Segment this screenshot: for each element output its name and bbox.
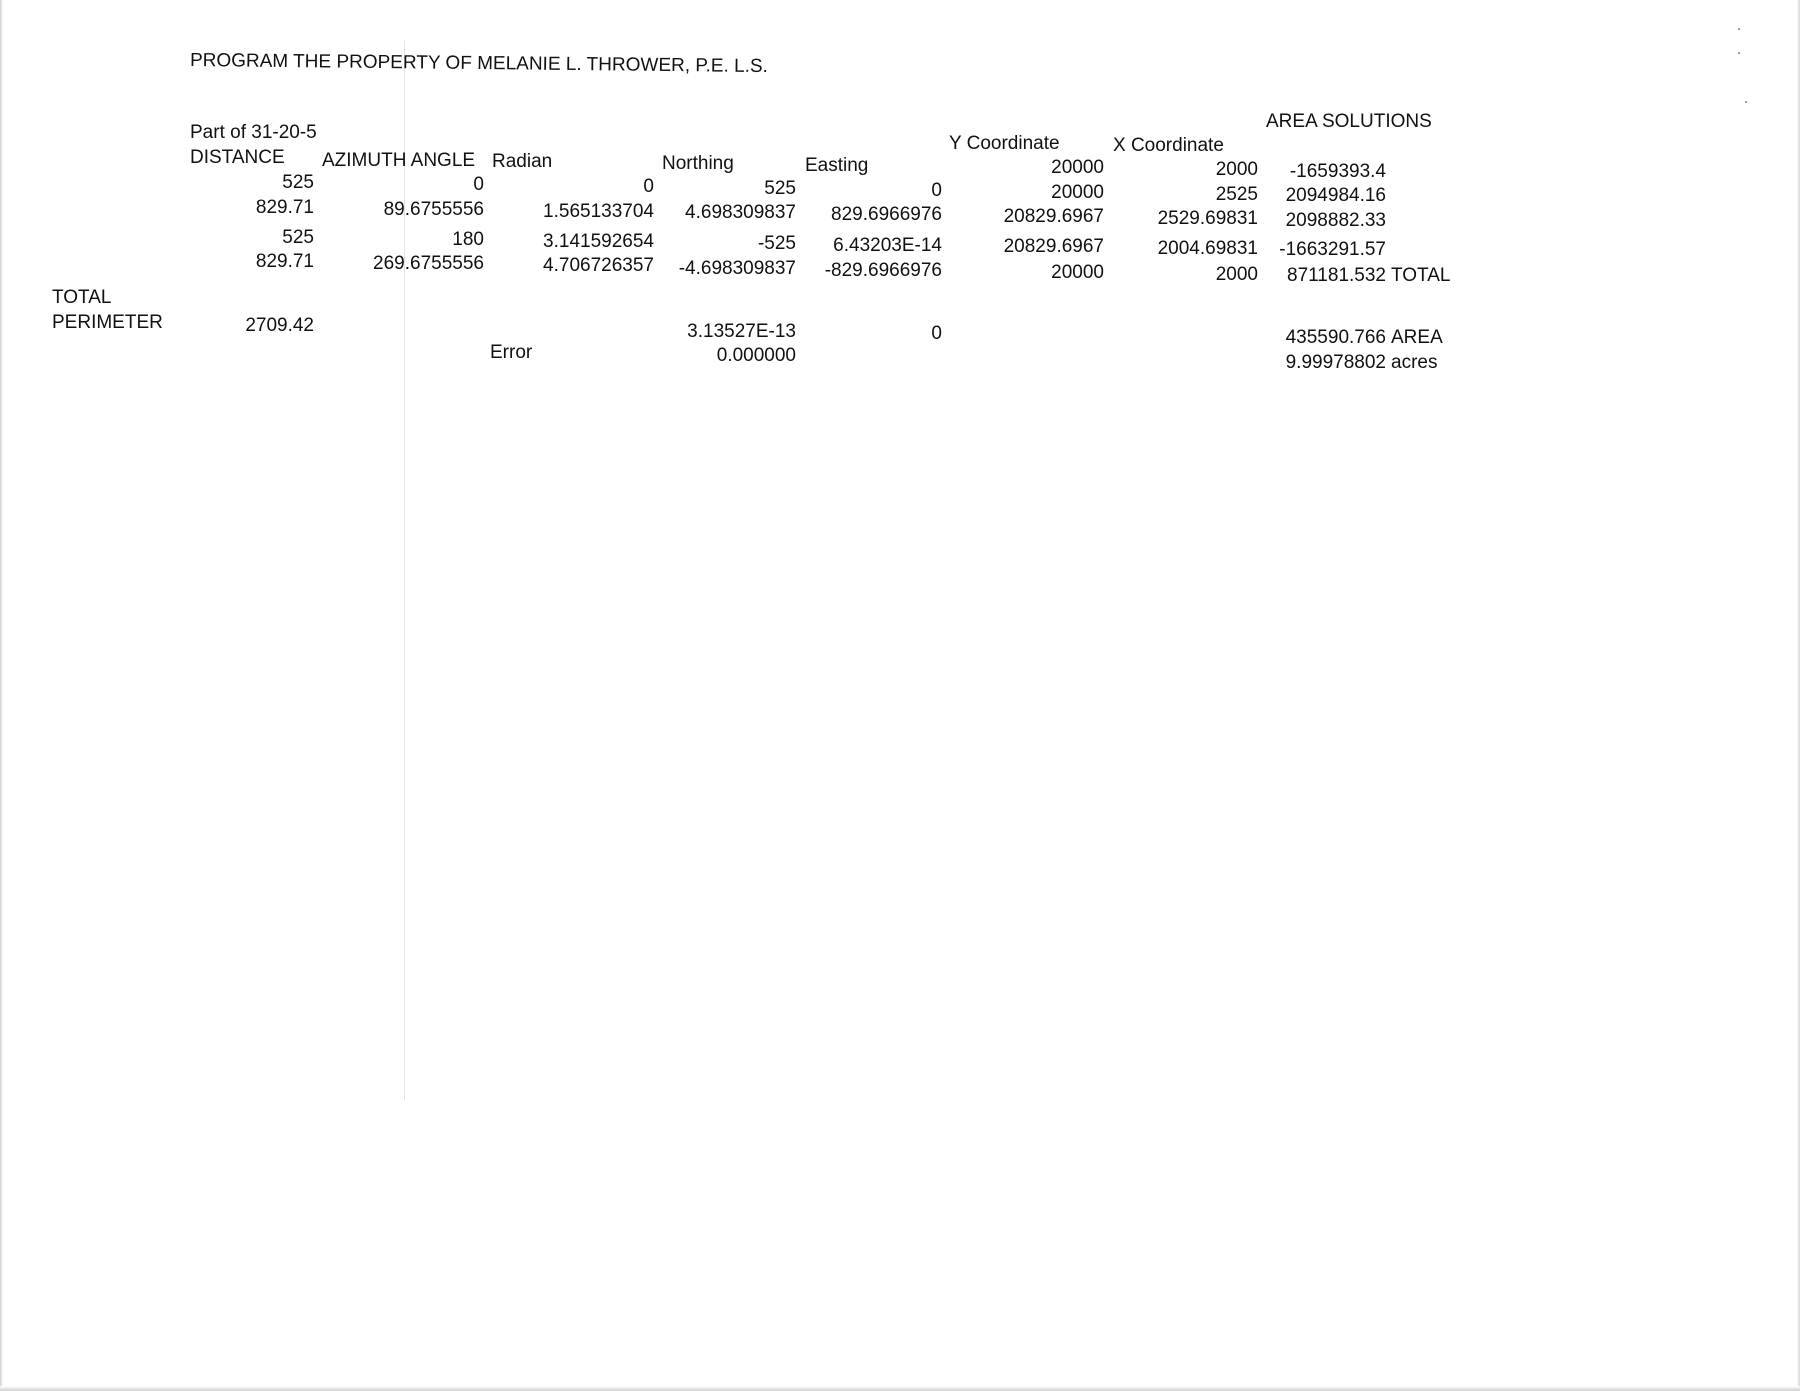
cell-x-coordinate: 2525 bbox=[1215, 184, 1258, 205]
header-radian: Radian bbox=[492, 151, 553, 172]
cell-area-solution: -1659393.4 bbox=[1289, 161, 1386, 182]
cell-y-coordinate: 20829.6967 bbox=[1003, 206, 1104, 227]
scan-left-edge bbox=[0, 0, 3, 1391]
cell-radian: 4.706726357 bbox=[543, 255, 654, 276]
perimeter-label-line2: PERIMETER bbox=[52, 312, 163, 333]
cell-easting: -829.6966976 bbox=[824, 260, 942, 281]
cell-azimuth: 89.6755556 bbox=[383, 199, 484, 220]
cell-area-solution: 2098882.33 bbox=[1285, 210, 1386, 231]
header-y-coordinate: Y Coordinate bbox=[949, 133, 1060, 154]
cell-distance: 525 bbox=[282, 172, 314, 193]
header-azimuth: AZIMUTH ANGLE bbox=[322, 150, 476, 171]
header-easting: Easting bbox=[805, 155, 869, 176]
cell-radian: 1.565133704 bbox=[543, 201, 654, 222]
cell-x-coordinate: 2529.69831 bbox=[1157, 208, 1258, 229]
header-northing: Northing bbox=[662, 153, 734, 174]
cell-azimuth: 269.6755556 bbox=[373, 253, 484, 274]
area-solutions-header: AREA SOLUTIONS bbox=[1266, 111, 1432, 132]
cell-northing: -4.698309837 bbox=[678, 258, 796, 279]
cell-northing: 525 bbox=[764, 178, 796, 199]
header-distance: DISTANCE bbox=[190, 147, 285, 168]
cell-area-solution: -1663291.57 bbox=[1279, 239, 1386, 260]
cell-northing: -525 bbox=[757, 233, 796, 254]
error-label: Error bbox=[490, 342, 533, 363]
cell-northing: 4.698309837 bbox=[685, 202, 796, 223]
easting-sum: 0 bbox=[931, 323, 942, 344]
cell-radian: 3.141592654 bbox=[543, 231, 654, 252]
cell-distance: 829.71 bbox=[255, 197, 314, 218]
cell-distance: 525 bbox=[282, 227, 314, 248]
perimeter-label-line1: TOTAL bbox=[52, 287, 112, 308]
cell-y-coordinate: 20000 bbox=[1051, 157, 1104, 178]
scan-bottom-edge bbox=[0, 1386, 1800, 1391]
cell-y-coordinate: 20829.6967 bbox=[1003, 236, 1104, 257]
cell-azimuth: 180 bbox=[452, 229, 484, 250]
cell-easting: 6.43203E-14 bbox=[833, 235, 942, 256]
cell-area-solution: 2094984.16 bbox=[1285, 185, 1386, 206]
scan-speck bbox=[1738, 52, 1740, 54]
header-x-coordinate: X Coordinate bbox=[1113, 135, 1224, 156]
scan-speck bbox=[1738, 28, 1740, 30]
cell-x-coordinate: 2000 bbox=[1215, 264, 1258, 285]
cell-x-coordinate: 2004.69831 bbox=[1157, 238, 1258, 259]
area-label: AREA bbox=[1391, 327, 1443, 348]
total-label: TOTAL bbox=[1391, 265, 1451, 286]
cell-area-total: 871181.532 bbox=[1287, 265, 1386, 286]
scan-speck bbox=[1745, 101, 1747, 103]
cell-y-coordinate: 20000 bbox=[1051, 262, 1104, 283]
acres-label: acres bbox=[1391, 352, 1438, 373]
parcel-label: Part of 31-20-5 bbox=[190, 122, 317, 143]
cell-distance: 829.71 bbox=[255, 251, 314, 272]
area-value: 435590.766 bbox=[1285, 327, 1386, 348]
cell-x-coordinate: 2000 bbox=[1215, 159, 1258, 180]
cell-azimuth: 0 bbox=[473, 174, 484, 195]
document-title: PROGRAM THE PROPERTY OF MELANIE L. THROWER, P.E. L.S. bbox=[189, 50, 768, 78]
cell-easting: 829.6966976 bbox=[831, 204, 942, 225]
acres-value: 9.99978802 bbox=[1285, 352, 1386, 373]
cell-radian: 0 bbox=[643, 176, 654, 197]
cell-y-coordinate: 20000 bbox=[1051, 182, 1104, 203]
cell-easting: 0 bbox=[931, 180, 942, 201]
error-value: 0.000000 bbox=[716, 345, 796, 366]
northing-sum: 3.13527E-13 bbox=[687, 321, 796, 342]
perimeter-value: 2709.42 bbox=[245, 315, 314, 336]
